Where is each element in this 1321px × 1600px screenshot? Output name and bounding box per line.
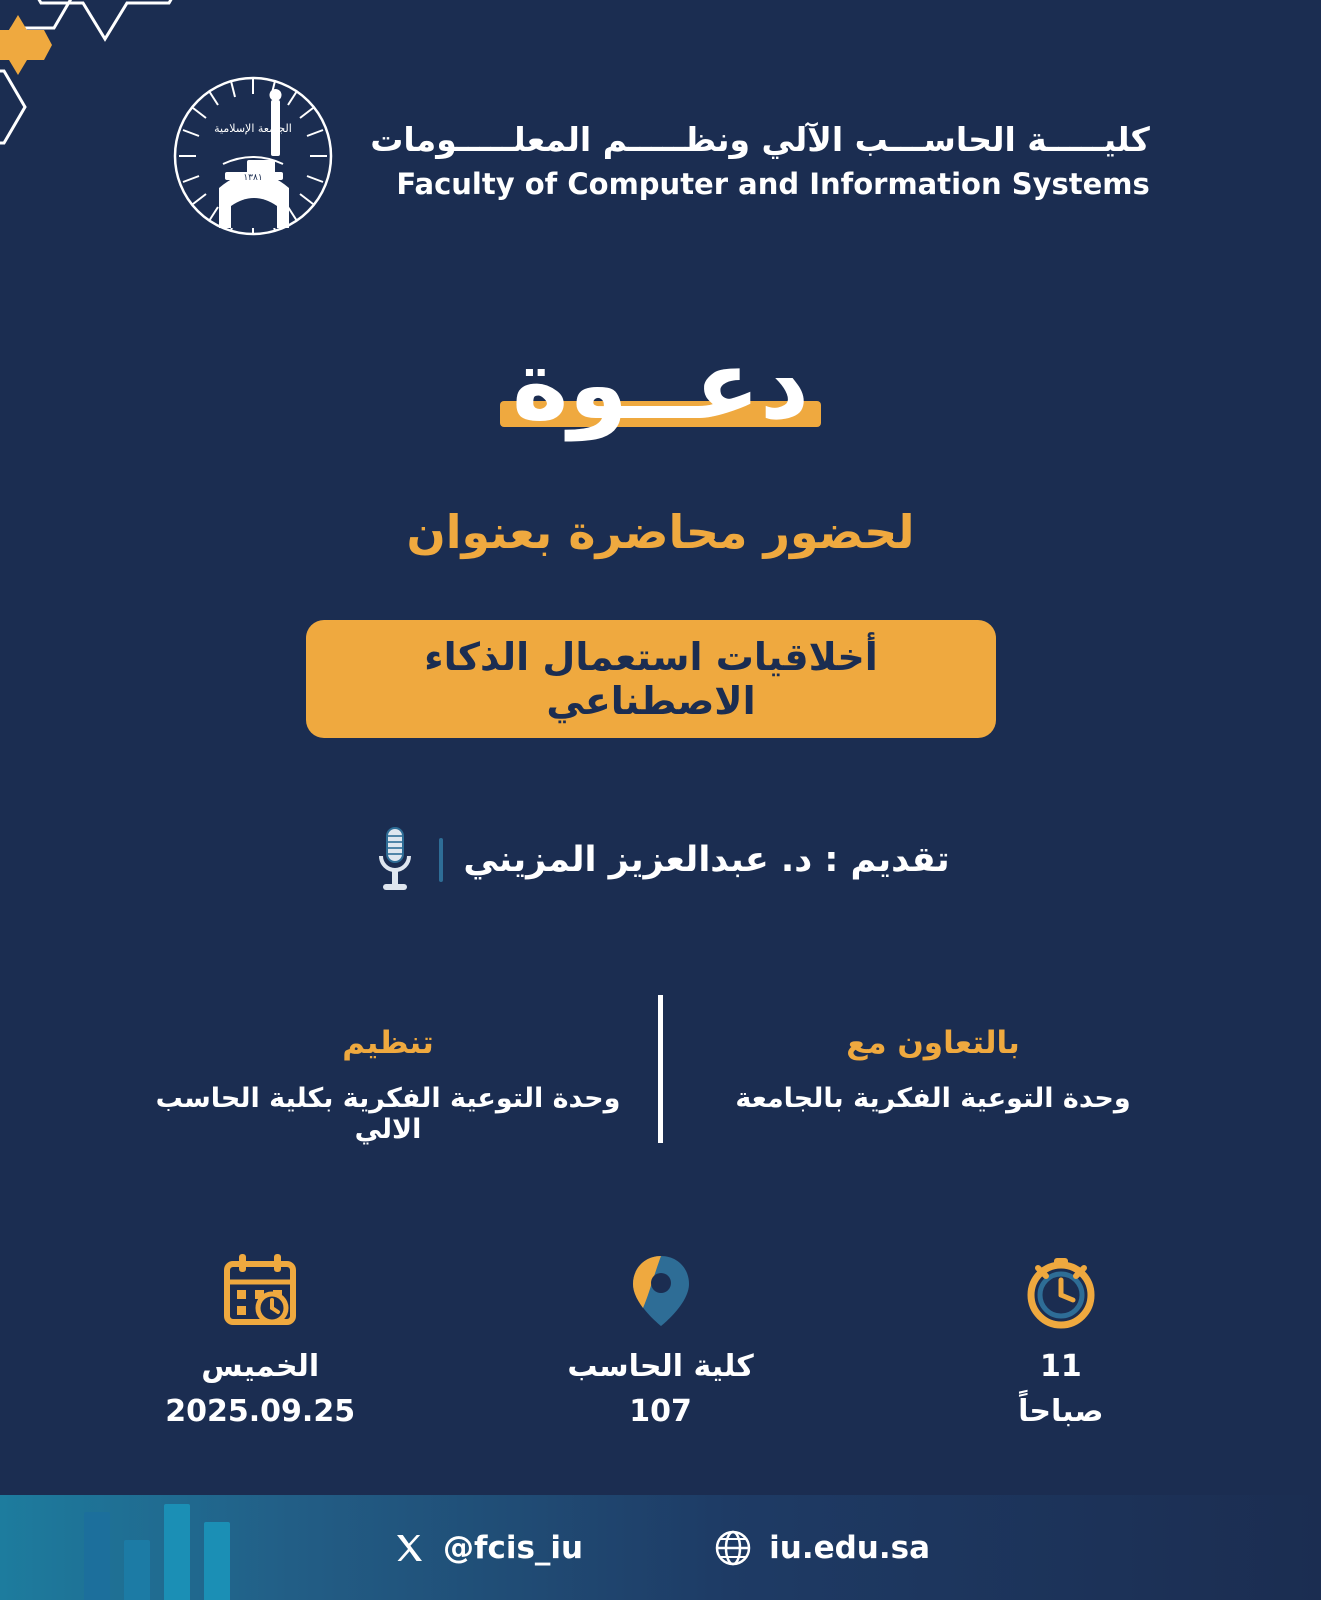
globe-icon	[713, 1528, 753, 1568]
event-time	[911, 1250, 1211, 1434]
islamic-university-logo-icon	[171, 60, 336, 260]
organizers-section	[0, 995, 1321, 1150]
invitation-word	[506, 329, 815, 441]
location-pin-icon	[511, 1250, 811, 1330]
partner-column	[693, 995, 1173, 1114]
calendar-icon	[110, 1250, 410, 1330]
event-place	[511, 1250, 811, 1434]
event-room-value: 107	[629, 1394, 692, 1429]
event-time-period: صباحاً	[1018, 1394, 1104, 1429]
invitation-subtitle: لحضور محاضرة بعنوان	[406, 505, 915, 559]
poster-header	[0, 55, 1321, 265]
microphone-icon	[371, 824, 419, 896]
twitter-handle-text: @fcis_iu	[442, 1529, 584, 1566]
organizer-column	[148, 995, 628, 1145]
partner-label: بالتعاون مع	[846, 1025, 1020, 1061]
speaker-row	[0, 815, 1321, 905]
invitation-word-text: دعــوة	[511, 329, 810, 441]
event-date	[110, 1250, 410, 1434]
invitation-word-wrap	[0, 320, 1321, 450]
partner-value: وحدة التوعية الفكرية بالجامعة	[735, 1083, 1131, 1114]
website-link[interactable]	[713, 1528, 930, 1568]
speaker-label: تقديم : د. عبدالعزيز المزيني	[463, 840, 950, 880]
speaker-divider	[439, 838, 443, 882]
twitter-handle-link[interactable]	[391, 1530, 583, 1566]
lecture-title-pill: أخلاقيات استعمال الذكاء الاصطناعي	[306, 620, 996, 738]
event-time-value: 11	[1039, 1349, 1082, 1384]
faculty-name-arabic: كليـــــة الحاســـب الآلي ونظـــــم المعلـــــومات	[370, 119, 1150, 159]
event-day-value: الخميس	[201, 1349, 320, 1384]
faculty-name-block	[370, 115, 1150, 205]
faculty-name-english: Faculty of Computer and Information Systems	[396, 167, 1150, 202]
svg-text:الجامعة الإسلامية: الجامعة الإسلامية	[214, 122, 293, 135]
svg-text:١٣٨١: ١٣٨١	[243, 173, 263, 183]
organizer-label: تنظيم	[342, 1025, 434, 1061]
event-date-value: 2025.09.25	[165, 1394, 356, 1429]
event-details-row	[60, 1250, 1261, 1434]
event-place-value: كلية الحاسب	[567, 1349, 754, 1384]
x-twitter-icon	[391, 1530, 427, 1566]
organizers-divider	[658, 995, 663, 1143]
clock-icon	[911, 1250, 1211, 1330]
footer-bars-decoration	[0, 1495, 230, 1600]
organizer-value: وحدة التوعية الفكرية بكلية الحاسب الالي	[155, 1083, 621, 1145]
poster-footer	[0, 1495, 1321, 1600]
website-text: iu.edu.sa	[769, 1529, 931, 1566]
